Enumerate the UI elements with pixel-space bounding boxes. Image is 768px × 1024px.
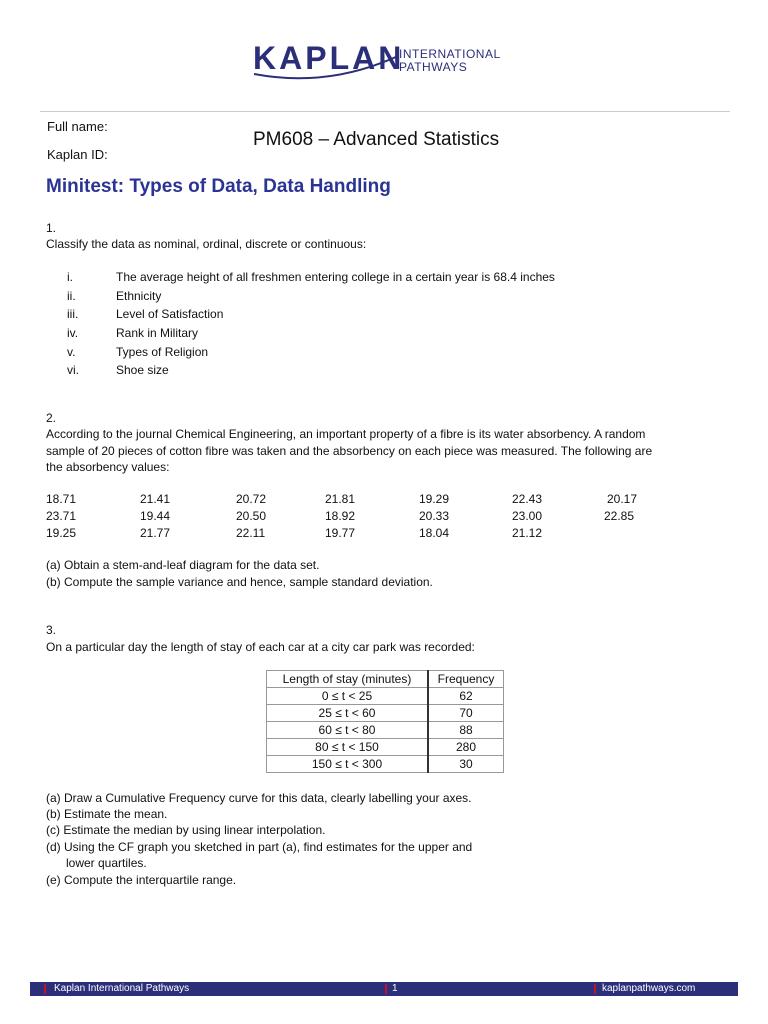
table-header: Length of stay (minutes) [267, 671, 429, 688]
data-value: 19.25 [46, 526, 77, 540]
table-cell: 60 ≤ t < 80 [267, 722, 429, 739]
data-value: 21.81 [325, 492, 356, 506]
table-row [267, 756, 504, 773]
table-cell: 150 ≤ t < 300 [267, 756, 429, 773]
data-value: 18.92 [325, 509, 356, 523]
table-cell: 0 ≤ t < 25 [267, 688, 429, 705]
list-item-text: Shoe size [116, 363, 169, 377]
data-value: 20.72 [236, 492, 267, 506]
list-item-roman: iii. [67, 307, 79, 321]
q3-prompt: On a particular day the length of stay of each car at a city car park was recorded: [46, 640, 475, 654]
data-value: 21.41 [140, 492, 171, 506]
q1-number: 1. [46, 221, 57, 235]
table-cell: 30 [428, 756, 504, 773]
table-cell: 62 [428, 688, 504, 705]
q2-line2: sample of 20 pieces of cotton fibre was taken and the absorbency on each piece was measured. The following are [46, 444, 653, 458]
kaplan-logo: KAPLAN [253, 40, 405, 76]
table-cell: 80 ≤ t < 150 [267, 739, 429, 756]
table-cell: 280 [428, 739, 504, 756]
page-footer [30, 982, 738, 996]
data-value: 21.77 [140, 526, 171, 540]
data-value: 22.11 [236, 526, 266, 540]
footer-divider [44, 984, 46, 994]
q3-part-c: (c) Estimate the median by using linear interpolation. [46, 823, 326, 837]
header-divider [40, 111, 730, 112]
q1-prompt: Classify the data as nominal, ordinal, discrete or continuous: [46, 237, 367, 251]
footer-website-link[interactable]: kaplanpathways.com [602, 983, 696, 994]
page-number: 1 [392, 983, 398, 994]
q3-part-a: (a) Draw a Cumulative Frequency curve for this data, clearly labelling your axes. [46, 791, 472, 805]
data-value: 20.33 [419, 509, 450, 523]
footer-divider [594, 984, 596, 994]
data-value: 19.77 [325, 526, 356, 540]
data-value: 19.29 [419, 492, 450, 506]
list-item-text: The average height of all freshmen entering college in a certain year is 68.4 inches [116, 270, 555, 284]
list-item-text: Types of Religion [116, 345, 209, 359]
table-cell: 88 [428, 722, 504, 739]
data-value: 19.44 [140, 509, 171, 523]
q2-line1: According to the journal Chemical Engineering, an important property of a fibre is its water absorbency. A random [46, 427, 646, 441]
q3-number: 3. [46, 623, 57, 637]
list-item-text: Level of Satisfaction [116, 307, 224, 321]
list-item-text: Rank in Military [116, 326, 199, 340]
data-value: 23.71 [46, 509, 77, 523]
table-row [267, 722, 504, 739]
table-header-row [267, 671, 504, 688]
list-item-roman: iv. [67, 326, 79, 340]
data-value: 23.00 [512, 509, 543, 523]
table-header: Frequency [428, 671, 504, 688]
data-value: 22.85 [604, 509, 635, 523]
logo-sub-line1: INTERNATIONAL [399, 47, 501, 61]
table-row [267, 739, 504, 756]
q3-part-b: (b) Estimate the mean. [46, 807, 168, 821]
q2-part-a: (a) Obtain a stem-and-leaf diagram for the data set. [46, 558, 320, 572]
full-name-label: Full name: [47, 119, 108, 134]
list-item-roman: i. [67, 270, 73, 284]
data-value: 21.12 [512, 526, 543, 540]
table-row [267, 705, 504, 722]
q2-line3: the absorbency values: [46, 460, 170, 474]
data-value: 20.17 [607, 492, 638, 506]
data-value: 20.50 [236, 509, 267, 523]
table-cell: 25 ≤ t < 60 [267, 705, 429, 722]
q3-part-d-line1: (d) Using the CF graph you sketched in part (a), find estimates for the upper and [46, 840, 473, 854]
table-row [267, 688, 504, 705]
footer-left-text: Kaplan International Pathways [54, 983, 190, 994]
data-value: 22.43 [512, 492, 543, 506]
frequency-table [266, 670, 504, 773]
data-value: 18.04 [419, 526, 450, 540]
page-title: Minitest: Types of Data, Data Handling [46, 176, 391, 197]
q1-list [0, 269, 768, 379]
list-item-text: Ethnicity [116, 289, 162, 303]
footer-divider [385, 984, 387, 994]
course-title: PM608 – Advanced Statistics [253, 129, 500, 150]
q2-part-b: (b) Compute the sample variance and hence, sample standard deviation. [46, 575, 433, 589]
list-item-roman: v. [67, 345, 76, 359]
q3-part-e: (e) Compute the interquartile range. [46, 873, 237, 887]
logo-subtitle [399, 48, 501, 74]
table-cell: 70 [428, 705, 504, 722]
logo-sub-line2: PATHWAYS [399, 60, 468, 74]
kaplan-id-label: Kaplan ID: [47, 147, 108, 162]
list-item-roman: vi. [67, 363, 79, 377]
absorbency-values [0, 492, 768, 544]
q2-number: 2. [46, 411, 57, 425]
q3-part-d-line2: lower quartiles. [66, 856, 147, 870]
list-item-roman: ii. [67, 289, 76, 303]
data-value: 18.71 [46, 492, 77, 506]
